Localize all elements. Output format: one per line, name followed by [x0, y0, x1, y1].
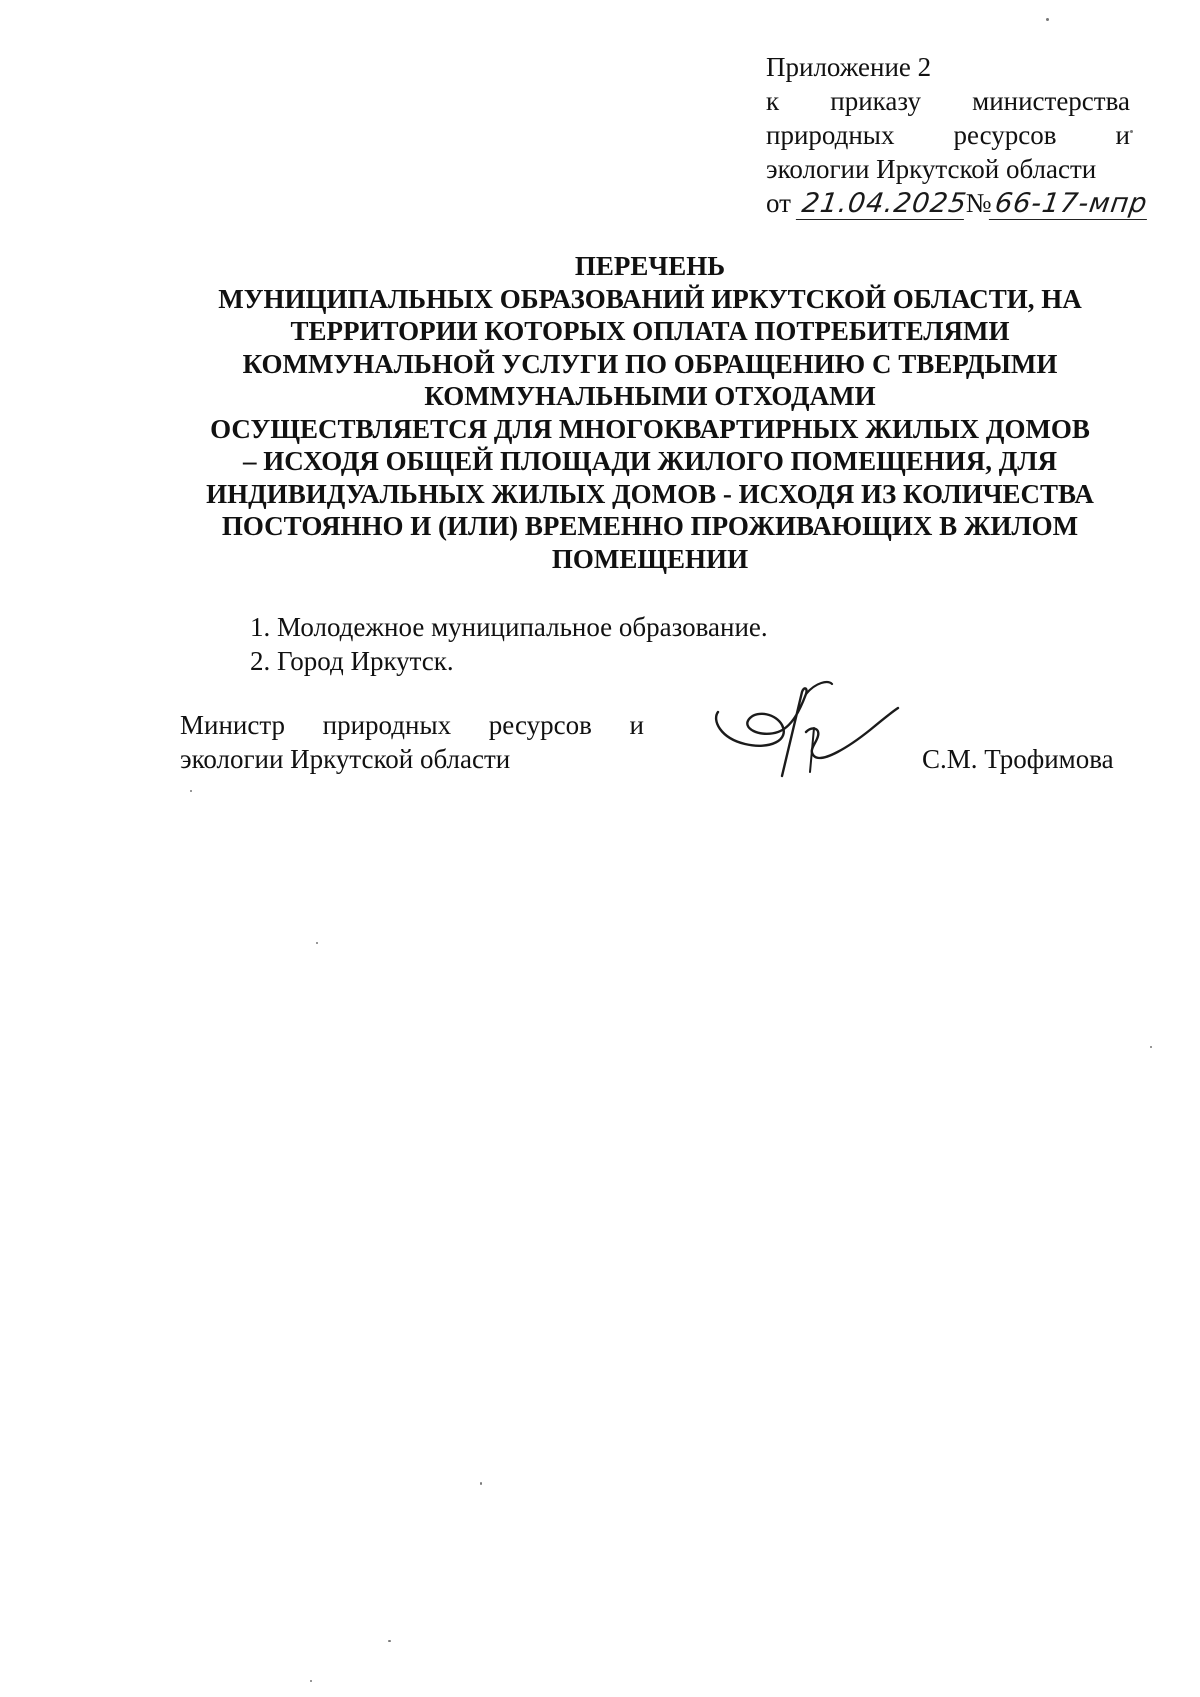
handwritten-order-number: 66-17-мпр	[989, 189, 1151, 220]
handwritten-signature	[710, 680, 900, 780]
appendix-word: природных	[766, 120, 895, 150]
appendix-title: Приложение 2	[766, 52, 932, 82]
signatory-position	[180, 708, 644, 776]
list-item: 2. Город Иркутск.	[250, 646, 454, 676]
title-line: ОСУЩЕСТВЛЯЕТСЯ ДЛЯ МНОГОКВАРТИРНЫХ ЖИЛЫХ ДОМОВ	[210, 413, 1090, 444]
appendix-header	[766, 50, 1151, 220]
scan-speck	[388, 1640, 391, 1642]
handwritten-date: 21.04.2025	[796, 189, 968, 220]
position-word: ресурсов	[488, 710, 592, 740]
title-line: ИНДИВИДУАЛЬНЫХ ЖИЛЫХ ДОМОВ - ИСХОДЯ ИЗ КОЛИЧЕСТВА	[206, 478, 1094, 509]
scan-speck	[1150, 1046, 1152, 1048]
appendix-order-line	[766, 84, 1130, 118]
appendix-word: министерства	[972, 86, 1130, 116]
appendix-word: приказу	[830, 86, 921, 116]
title-line: МУНИЦИПАЛЬНЫХ ОБРАЗОВАНИЙ ИРКУТСКОЙ ОБЛАСТИ, НА	[218, 283, 1082, 314]
position-word: Министр	[180, 710, 285, 740]
position-word: и	[629, 710, 644, 740]
document-title	[180, 250, 1120, 575]
position-word: природных	[322, 710, 452, 740]
scan-speck	[310, 1680, 312, 1682]
signatory-name: С.М. Трофимова	[922, 744, 1114, 774]
appendix-word: к	[766, 86, 780, 116]
appendix-ministry-line	[766, 118, 1130, 152]
municipality-list	[250, 610, 768, 678]
list-item: 1. Молодежное муниципальное образование.	[250, 612, 768, 642]
position-line-2: экологии Иркутской области	[180, 744, 511, 774]
scan-speck	[190, 790, 192, 792]
scan-speck	[1130, 130, 1133, 133]
scan-speck	[480, 1482, 482, 1485]
appendix-region-line: экологии Иркутской области	[766, 154, 1097, 184]
title-line: КОММУНАЛЬНОЙ УСЛУГИ ПО ОБРАЩЕНИЮ С ТВЕРДЫМИ	[242, 348, 1058, 379]
number-sign: №	[965, 188, 992, 218]
title-line: – ИСХОДЯ ОБЩЕЙ ПЛОЩАДИ ЖИЛОГО ПОМЕЩЕНИЯ, ДЛЯ	[243, 446, 1057, 476]
scan-speck	[1046, 18, 1049, 21]
scan-speck	[316, 942, 318, 944]
appendix-word: и	[1115, 120, 1130, 150]
title-line: ПЕРЕЧЕНЬ	[574, 251, 726, 281]
title-line: ПОМЕЩЕНИИ	[551, 543, 749, 574]
title-line: ТЕРРИТОРИИ КОТОРЫХ ОПЛАТА ПОТРЕБИТЕЛЯМИ	[290, 316, 1010, 346]
date-prefix: от	[766, 188, 791, 218]
title-line: КОММУНАЛЬНЫМИ ОТХОДАМИ	[424, 381, 876, 411]
position-line	[180, 708, 644, 742]
title-line: ПОСТОЯННО И (ИЛИ) ВРЕМЕННО ПРОЖИВАЮЩИХ В ЖИЛОМ	[221, 511, 1079, 541]
appendix-word: ресурсов	[953, 120, 1057, 150]
appendix-date-line	[766, 186, 1151, 220]
